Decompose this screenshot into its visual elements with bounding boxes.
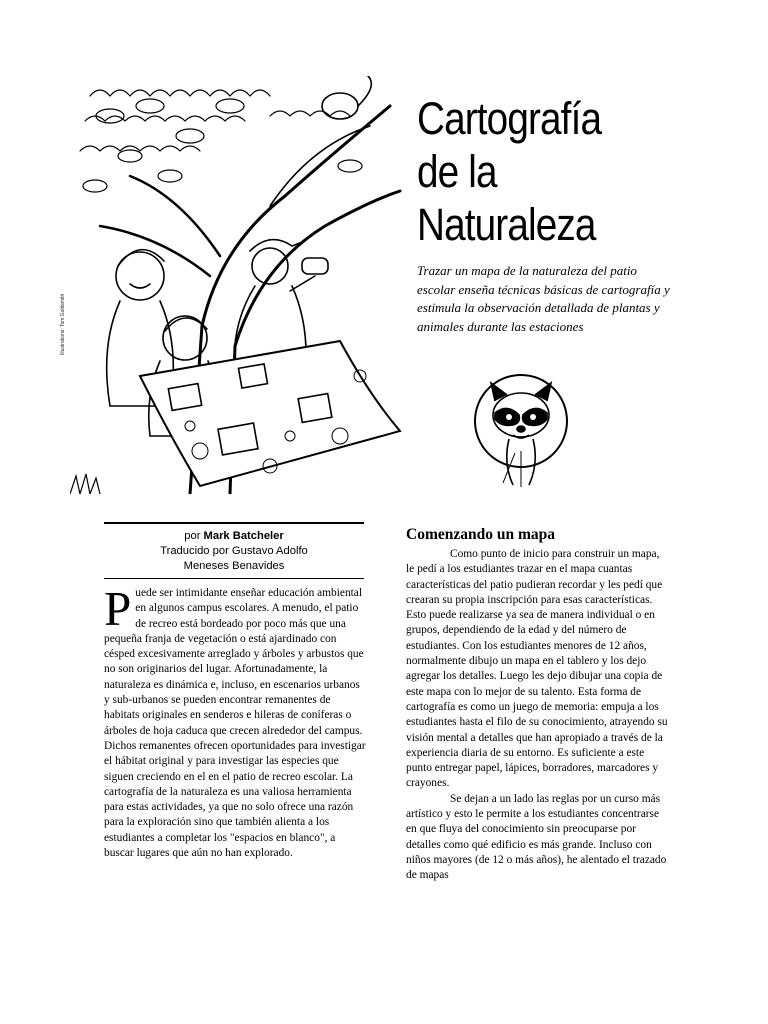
- raccoon-illustration: [473, 373, 569, 489]
- page-title: [417, 92, 692, 251]
- translator-line-1: Traducido por Gustavo Adolfo: [160, 545, 308, 557]
- title-line-2: de la: [417, 146, 497, 197]
- section-paragraph-1: Como punto de inicio para construir un mapa, le pedí a los estudiantes trazar en el mapa cuantas características del patio pudieran recordar y les pedí que crearan su propia inscripción para esas características. Esto puede realizarse ya sea de manera individual o en grupos, dependiendo de la edad y del número de estudiantes. Con los estudiantes menores de 12 años, normalmente dibujo un mapa en el tablero y los dejo agregar los detalles. Luego les dejo dibujar una copia de este mapa con lo mejor de su talento. Esta forma de cartografía es como un juego de memoria: empuja a los estudiantes hasta el filo de su conocimiento, atrayendo su visión mental a detalles que han apropiado a través de la experiencia diaria de su entorno. Es suficiente a este punto entregar papel, lápices, borradores, marcadores y crayones.: [406, 548, 668, 790]
- intro-paragraph: [104, 581, 366, 861]
- translator-line-2: Meneses Benavides: [183, 560, 285, 572]
- intro-text: uede ser intimidante enseñar educación ambiental en algunos campus escolares. A menudo, el patio de recreo está bordeado por poco más que una pequeña franja de vegetación o está ajardinado con césped excesivamente arreglado y árboles y arbustos que no son originarios del lugar. Afortunadamente, la naturaleza es dinámica e, incluso, en escenarios urbanos y sub-urbanos se pueden encontrar remanentes de habitats originales en senderos e hileras de coníferas o árboles de hoja caduca que crecen alrededor del campus. Dichos remanentes ofrecen oportunidades para investigar el hábitat original y para investigar las especies que siguen creciendo en el en el patio de recreo escolar. La cartografía de la naturaleza es una valiosa herramienta para estas actividades, ya que no solo ofrece una razón para la exploración sino que también alienta a los estudiantes a completar los "espacios en blanco", a buscar lugares que aún no han explorado.: [104, 587, 366, 860]
- byline-prefix: por: [184, 530, 201, 542]
- right-column: [406, 525, 668, 884]
- section-heading: Comenzando un mapa: [406, 526, 555, 543]
- subtitle: Trazar un mapa de la naturaleza del patio escolar enseña técnicas básicas de cartografía y estimula la observación detallada de plantas y animales durante las estaciones: [417, 263, 670, 334]
- section-paragraph-2: Se dejan a un lado las reglas por un curso más artístico y esto le permite a los estudiantes concentrarse en que fluya del conocimiento sin preocuparse por detalles como qué edificio es más grande. Incluso con niños mayores (de 12 o más años), he alentado el trazado de mapas: [406, 792, 667, 882]
- left-column: [104, 581, 366, 861]
- author-name: Mark Batcheler: [203, 530, 284, 542]
- title-line-1: Cartografía: [417, 93, 602, 144]
- title-line-3: Naturaleza: [417, 199, 596, 250]
- author-line: [104, 529, 364, 544]
- byline: [104, 522, 364, 579]
- tree-mapping-illustration: [70, 76, 410, 494]
- illustration-credit: Illustrations: Tom Goldsmith: [60, 293, 66, 355]
- drop-cap: P: [104, 581, 132, 636]
